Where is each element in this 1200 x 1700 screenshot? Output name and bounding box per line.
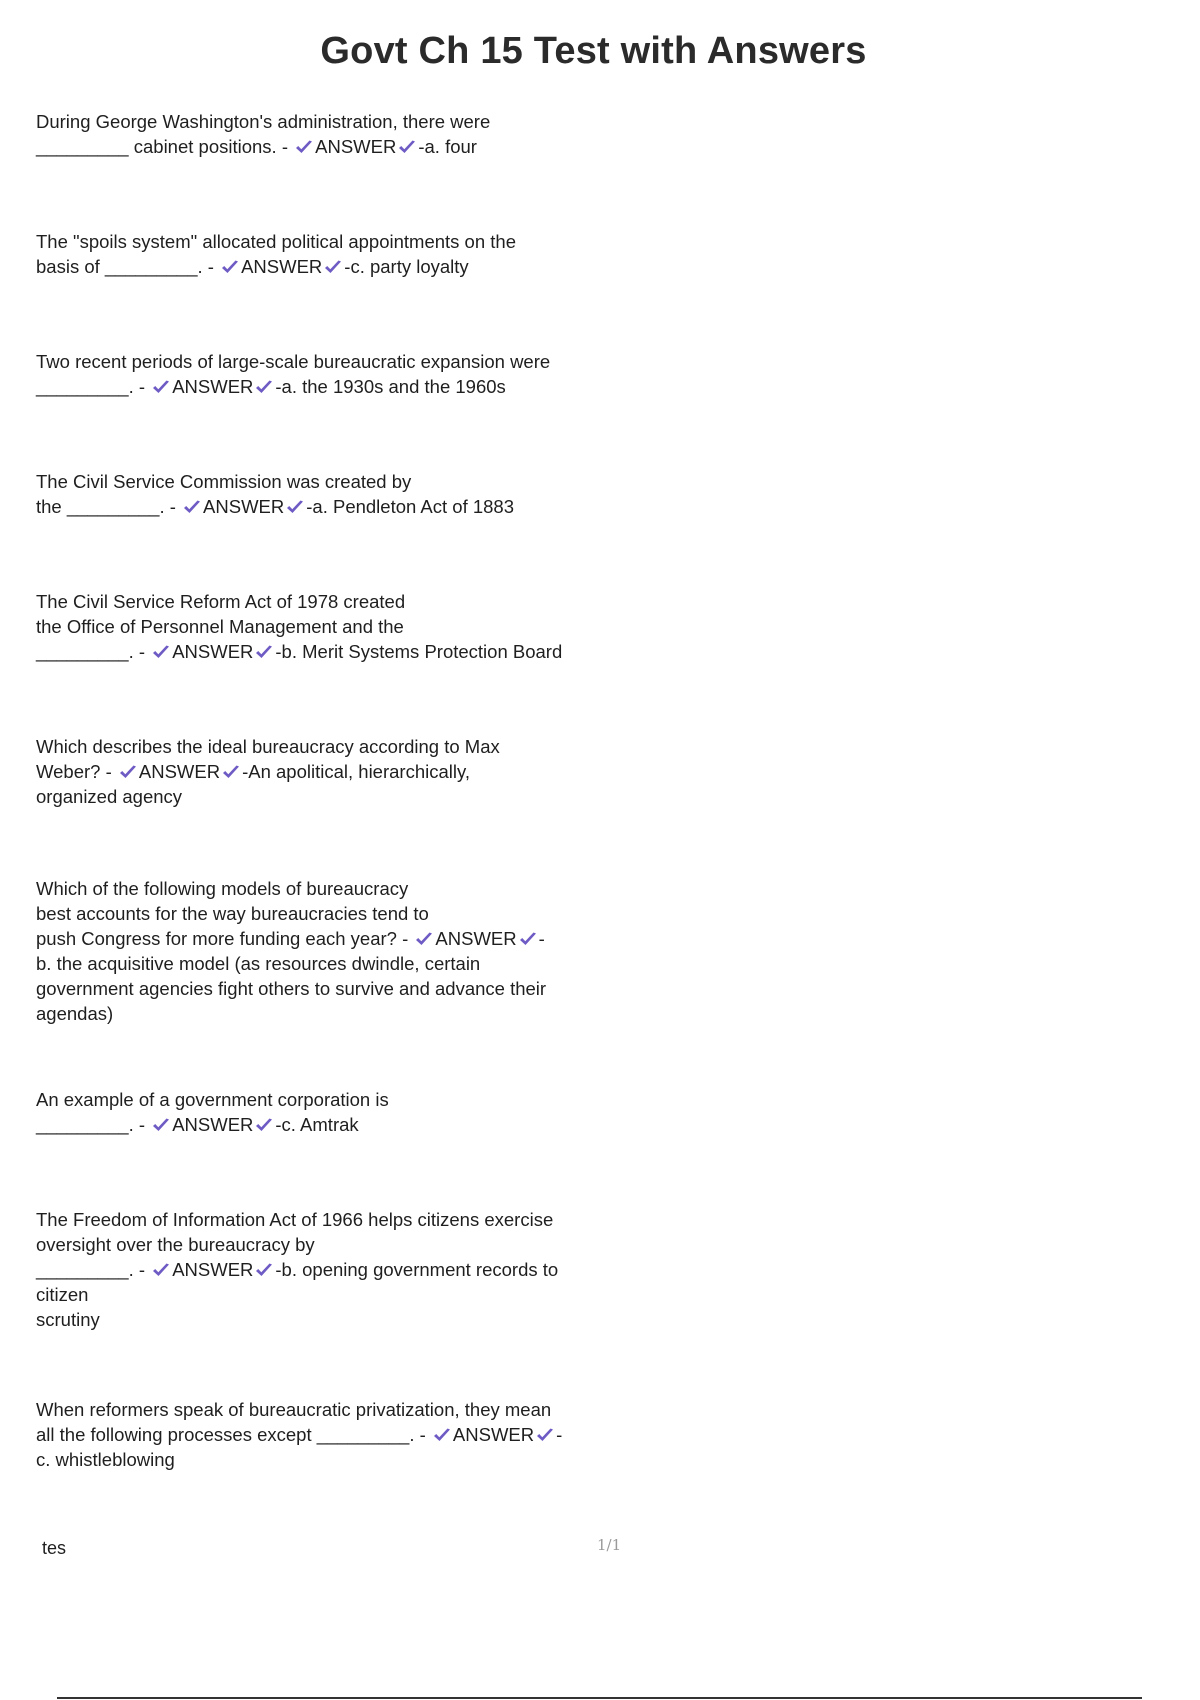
question-text: the Office of Personnel Management and the bbox=[36, 616, 404, 637]
question-tail: all the following processes except _________. - bbox=[36, 1424, 431, 1445]
checkmark-icon bbox=[221, 764, 241, 780]
answer-text: -c. party loyalty bbox=[344, 256, 469, 277]
answer-line bbox=[36, 374, 616, 399]
answer-label: ANSWER bbox=[435, 928, 517, 949]
question-tail: push Congress for more funding each year? - bbox=[36, 928, 414, 949]
question-block bbox=[36, 1397, 616, 1472]
question-text: Which of the following models of bureaucracy bbox=[36, 878, 409, 899]
question-tail: _________. - bbox=[36, 641, 151, 662]
answer-text: -a. the 1930s and the 1960s bbox=[275, 376, 506, 397]
checkmark-icon bbox=[182, 499, 202, 515]
answer-line bbox=[36, 254, 616, 279]
checkmark-icon bbox=[118, 764, 138, 780]
question-tail: _________ cabinet positions. - bbox=[36, 136, 294, 157]
answer-label: ANSWER bbox=[315, 136, 397, 157]
question-tail: _________. - bbox=[36, 1259, 151, 1280]
question-text: oversight over the bureaucracy by bbox=[36, 1234, 315, 1255]
question-text: The "spoils system" allocated political appointments on the bbox=[36, 231, 516, 252]
answer-text: -An apolitical, hierarchically, bbox=[242, 761, 471, 782]
answer-text: -b. opening government records to bbox=[275, 1259, 559, 1280]
answer-line bbox=[36, 1257, 616, 1282]
checkmark-icon bbox=[518, 931, 538, 947]
question-text: The Civil Service Reform Act of 1978 created bbox=[36, 591, 406, 612]
question-block bbox=[36, 469, 616, 519]
checkmark-icon bbox=[397, 139, 417, 155]
answer-line bbox=[36, 1422, 616, 1447]
question-text: During George Washington's administration, there were bbox=[36, 111, 491, 132]
checkmark-icon bbox=[414, 931, 434, 947]
answer-label: ANSWER bbox=[241, 256, 323, 277]
question-text: Which describes the ideal bureaucracy according to Max bbox=[36, 736, 500, 757]
question-tail: Weber? - bbox=[36, 761, 117, 782]
question-text: Two recent periods of large-scale bureaucratic expansion were bbox=[36, 351, 551, 372]
question-text: When reformers speak of bureaucratic privatization, they mean bbox=[36, 1399, 552, 1420]
answer-label: ANSWER bbox=[172, 1259, 254, 1280]
question-block bbox=[36, 109, 616, 159]
checkmark-icon bbox=[535, 1427, 555, 1443]
answer-text: -b. Merit Systems Protection Board bbox=[275, 641, 563, 662]
bottom-divider bbox=[57, 1697, 1142, 1699]
question-block bbox=[36, 876, 616, 1026]
question-text: best accounts for the way bureaucracies tend to bbox=[36, 903, 429, 924]
answer-text: -a. Pendleton Act of 1883 bbox=[306, 496, 515, 517]
question-block bbox=[36, 589, 616, 664]
question-block bbox=[36, 1087, 616, 1137]
question-text: The Freedom of Information Act of 1966 helps citizens exercise bbox=[36, 1209, 554, 1230]
answer-label: ANSWER bbox=[138, 761, 221, 782]
answer-continuation: b. the acquisitive model (as resources dwindle, certain bbox=[36, 953, 481, 974]
checkmark-icon bbox=[254, 1117, 274, 1133]
answer-line bbox=[36, 494, 616, 519]
answer-continuation: agendas) bbox=[36, 1003, 114, 1024]
checkmark-icon bbox=[254, 1262, 274, 1278]
checkmark-icon bbox=[151, 379, 171, 395]
answer-line bbox=[36, 759, 616, 784]
answer-text: -c. Amtrak bbox=[275, 1114, 359, 1135]
checkmark-icon bbox=[151, 1262, 171, 1278]
page-title: Govt Ch 15 Test with Answers bbox=[320, 30, 867, 72]
question-tail: basis of _________. - bbox=[36, 256, 220, 277]
checkmark-icon bbox=[323, 259, 343, 275]
answer-continuation: scrutiny bbox=[36, 1309, 100, 1330]
answer-continuation: government agencies fight others to survive and advance their bbox=[36, 978, 547, 999]
footer-text: tes bbox=[42, 1538, 67, 1558]
checkmark-icon bbox=[432, 1427, 452, 1443]
answer-line bbox=[36, 134, 616, 159]
question-block bbox=[36, 349, 616, 399]
checkmark-icon bbox=[254, 379, 274, 395]
checkmark-icon bbox=[294, 139, 314, 155]
question-block bbox=[36, 734, 616, 809]
answer-text: - bbox=[538, 928, 545, 949]
checkmark-icon bbox=[220, 259, 240, 275]
page-number: 1/1 bbox=[597, 1536, 622, 1554]
checkmark-icon bbox=[151, 644, 171, 660]
answer-line bbox=[36, 1112, 616, 1137]
answer-label: ANSWER bbox=[172, 641, 254, 662]
question-tail: the _________. - bbox=[36, 496, 182, 517]
question-text: An example of a government corporation is bbox=[36, 1089, 389, 1110]
checkmark-icon bbox=[254, 644, 274, 660]
question-block bbox=[36, 229, 616, 279]
answer-continuation: c. whistleblowing bbox=[36, 1449, 175, 1470]
question-text: The Civil Service Commission was created by bbox=[36, 471, 412, 492]
checkmark-icon bbox=[285, 499, 305, 515]
question-tail: _________. - bbox=[36, 376, 151, 397]
answer-text: -a. four bbox=[418, 136, 477, 157]
answer-continuation: organized agency bbox=[36, 786, 183, 807]
checkmark-icon bbox=[151, 1117, 171, 1133]
question-tail: _________. - bbox=[36, 1114, 151, 1135]
answer-label: ANSWER bbox=[172, 376, 254, 397]
answer-label: ANSWER bbox=[203, 496, 285, 517]
answer-continuation: citizen bbox=[36, 1284, 89, 1305]
question-block bbox=[36, 1207, 616, 1332]
answer-text: - bbox=[556, 1424, 563, 1445]
answer-line bbox=[36, 639, 616, 664]
answer-label: ANSWER bbox=[452, 1424, 535, 1445]
answer-label: ANSWER bbox=[172, 1114, 254, 1135]
answer-line bbox=[36, 926, 616, 951]
